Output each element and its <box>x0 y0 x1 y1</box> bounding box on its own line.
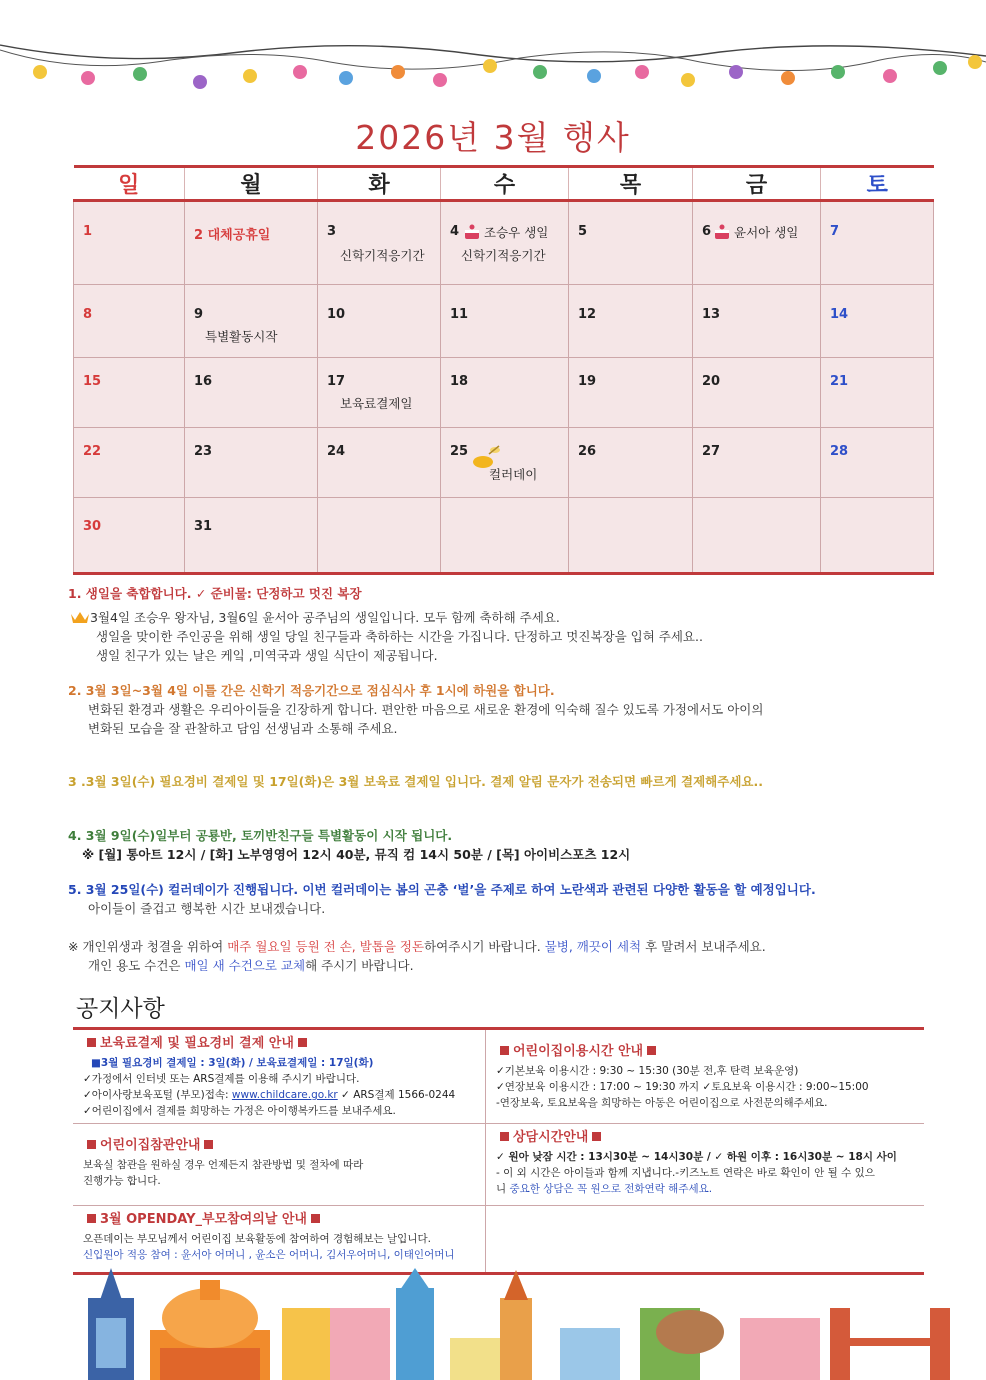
event-label: 컬러데이 <box>489 467 538 482</box>
day-number: 13 <box>702 307 721 322</box>
consult-info-box <box>486 1124 924 1206</box>
notice-2-heading: 2. 3월 3일~3월 4일 이틀 간은 신학기 적응기간으로 점심식사 후 1시에 하원을 합니다. <box>68 683 555 698</box>
day-cell <box>185 285 318 358</box>
notice-1-line: 생일 친구가 있는 날은 케잌 ,미역국과 생일 식단이 제공됩니다. <box>96 648 438 663</box>
day-cell <box>569 358 693 428</box>
box-line <box>496 1181 914 1197</box>
weekday-tue: 화 <box>318 167 441 201</box>
note-highlight: 물병, 깨끗이 세척 <box>544 939 642 954</box>
notice-2-line: 변화된 모습을 잘 관찰하고 담임 선생님과 소통해 주세요. <box>88 721 398 736</box>
note-text: ※ 개인위생과 청결을 위하여 <box>68 939 228 954</box>
notice-4-line: ※ [월] 통아트 12시 / [화] 노부영영어 12시 40분, 뮤직 컴 14시 50분 / [목] 아이비스포츠 12시 <box>82 847 631 862</box>
day-cell <box>185 358 318 428</box>
day-number: 5 <box>578 224 588 239</box>
day-cell <box>74 358 185 428</box>
cake-icon <box>713 224 731 240</box>
notice-1-heading: 1. 생일을 축합합니다. ✓ 준비물: 단정하고 멋진 복장 <box>68 586 362 601</box>
day-cell <box>318 358 441 428</box>
notice-1-text: 3월4일 조승우 왕자님, 3월6일 윤서아 공주님의 생일입니다. 모두 함께 축하해 주세요. <box>90 610 560 625</box>
day-cell <box>74 428 185 498</box>
day-number: 8 <box>83 307 93 322</box>
day-cell <box>318 498 441 574</box>
day-number: 24 <box>327 444 346 459</box>
day-number: 27 <box>702 444 721 459</box>
event-label: 보육료결제일 <box>340 396 413 411</box>
box-line <box>83 1087 475 1103</box>
box-line: ✓기본보육 이용시간 : 9:30 ~ 15:30 (30분 전,후 탄력 보육운영) <box>496 1065 799 1077</box>
day-cell <box>693 285 821 358</box>
day-number: 12 <box>578 307 597 322</box>
weekday-sat: 토 <box>821 167 934 201</box>
day-number: 28 <box>830 444 849 459</box>
day-cell <box>441 498 569 574</box>
box-heading <box>83 1036 475 1052</box>
box-line: - 이 외 시간은 아이들과 함께 지냅니다.-키즈노트 연락은 바로 확인이 안 될 수 있으 <box>496 1167 875 1179</box>
box-line: ✓연장보육 이용시간 : 17:00 ~ 19:30 까지 ✓토요보육 이용시간 : 9:00~15:00 <box>496 1081 869 1093</box>
box-heading <box>83 1138 475 1154</box>
box-heading-text: 어린이집참관안내 <box>100 1138 201 1153</box>
string-lights-decoration <box>0 0 986 110</box>
day-number: 9 <box>194 307 204 322</box>
payment-info-box <box>73 1030 486 1124</box>
day-number: 6 <box>702 224 712 239</box>
hygiene-note <box>88 956 414 975</box>
notice-5-line: 아이들이 즐겁고 행복한 시간 보내겠습니다. <box>88 901 326 916</box>
childcare-link[interactable]: www.childcare.go.kr <box>231 1089 338 1101</box>
box-line: 보육실 참관을 원하실 경우 언제든지 참관방법 및 절차에 따라 <box>83 1159 364 1171</box>
day-number: 23 <box>194 444 213 459</box>
note-highlight: 매주 월요일 등원 전 손, 발톱을 정돈 <box>227 939 425 954</box>
notice-board <box>73 1027 924 1275</box>
day-cell <box>821 285 934 358</box>
day-cell <box>569 498 693 574</box>
box-text: 니 <box>496 1183 510 1195</box>
weekday-thu: 목 <box>569 167 693 201</box>
box-heading-text: 어린이집이용시간 안내 <box>513 1044 644 1059</box>
box-line: ✓ 원아 낮잠 시간 : 13시30분 ~ 14시30분 / ✓ 하원 이후 : 16시30분 ~ 18시 사이 <box>496 1151 897 1163</box>
day-number: 25 <box>450 444 469 459</box>
event-label: 신학기적응기간 <box>340 248 425 263</box>
event-birthday <box>463 223 548 241</box>
day-cell <box>821 428 934 498</box>
day-number: 17 <box>327 374 346 389</box>
day-number: 3 <box>327 224 337 239</box>
day-cell <box>318 201 441 285</box>
weekday-mon: 월 <box>185 167 318 201</box>
day-cell <box>693 428 821 498</box>
box-heading-text: 3월 OPENDAY_부모참여의날 안내 <box>100 1212 307 1227</box>
day-number: 7 <box>830 224 840 239</box>
hours-info-box <box>486 1030 924 1124</box>
day-cell <box>569 428 693 498</box>
event-calendar <box>73 165 934 575</box>
day-number: 30 <box>83 519 102 534</box>
day-number: 22 <box>83 444 102 459</box>
day-number: 26 <box>578 444 597 459</box>
day-cell <box>185 498 318 574</box>
weekday-sun: 일 <box>74 167 185 201</box>
box-heading-text: 상담시간안내 <box>513 1130 589 1145</box>
day-cell <box>569 285 693 358</box>
weekday-fri: 금 <box>693 167 821 201</box>
day-number: 16 <box>194 374 213 389</box>
notice-5-heading: 5. 3월 25일(수) 컬러데이가 진행됩니다. 이번 컬러데이는 봄의 곤충 ‘벌’을 주제로 하여 노란색과 관련된 다양한 활동을 할 예정입니다. <box>68 882 816 897</box>
day-number: 19 <box>578 374 597 389</box>
box-line: ✓가정에서 인터넷 또는 ARS결제를 이용해 주시기 바랍니다. <box>83 1073 360 1085</box>
day-number: 10 <box>327 307 346 322</box>
day-number: 4 <box>450 224 460 239</box>
day-number-holiday: 2 대체공휴일 <box>194 228 271 243</box>
box-heading <box>83 1212 475 1228</box>
day-cell <box>441 285 569 358</box>
day-cell <box>74 498 185 574</box>
day-cell <box>74 285 185 358</box>
box-heading-text: 보육료결제 및 필요경비 결제 안내 <box>100 1036 294 1051</box>
event-label: 윤서아 생일 <box>734 225 799 240</box>
note-text: 해 주시기 바랍니다. <box>305 958 414 973</box>
visit-info-box <box>73 1124 486 1206</box>
notice-1-line <box>70 608 560 627</box>
box-line: 진행가능 합니다. <box>83 1175 161 1187</box>
box-line: 오픈데이는 부모님께서 어린이집 보육활동에 참여하여 경험해보는 날입니다. <box>83 1233 431 1245</box>
cake-icon <box>463 224 481 240</box>
notice-1-line: 생일을 맞이한 주인공을 위해 생일 당일 친구들과 축하하는 시간을 가집니다. 단정하고 멋진복장을 입혀 주세요.. <box>96 629 703 644</box>
hygiene-note <box>68 937 766 956</box>
day-cell <box>185 201 318 285</box>
day-number: 15 <box>83 374 102 389</box>
day-cell <box>318 285 441 358</box>
event-label: 신학기적응기간 <box>461 248 546 263</box>
event-label: 특별활동시작 <box>205 329 278 344</box>
day-number: 1 <box>83 224 93 239</box>
day-number: 31 <box>194 519 213 534</box>
crown-icon <box>70 610 90 624</box>
notice-2-line: 변화된 환경과 생활은 우리아이들을 긴장하게 합니다. 편안한 마음으로 새로운 환경에 익숙해 질수 있도록 가정에서도 아이의 <box>88 702 764 717</box>
note-highlight: 매일 새 수건으로 교체 <box>184 958 306 973</box>
note-text: 개인 용도 수건은 <box>88 958 185 973</box>
day-number: 21 <box>830 374 849 389</box>
event-label: 조승우 생일 <box>484 225 549 240</box>
day-cell <box>74 201 185 285</box>
event-birthday <box>713 223 798 241</box>
city-skyline-decoration <box>0 1268 986 1380</box>
box-heading <box>496 1130 914 1146</box>
openday-info-box <box>73 1206 486 1272</box>
notice-3-heading: 3 .3월 3일(수) 필요경비 결제일 및 17일(화)은 3월 보육료 결제일 입니다. 결제 알림 문자가 전송되면 빠르게 결제해주세요.. <box>68 774 763 789</box>
weekday-wed: 수 <box>441 167 569 201</box>
box-highlight: 중요한 상담은 꼭 원으로 전화연락 해주세요. <box>509 1183 713 1195</box>
box-text: ✓아이사랑보육포털 (부모)접속: <box>83 1089 232 1101</box>
notice-board-title: 공지사항 <box>76 996 165 1022</box>
note-text: 하여주시기 바랍니다. <box>424 939 545 954</box>
box-heading <box>496 1044 914 1060</box>
day-number: 14 <box>830 307 849 322</box>
day-cell <box>693 358 821 428</box>
page-title: 2026년 3월 행사 <box>355 118 631 157</box>
day-cell <box>185 428 318 498</box>
day-cell <box>441 358 569 428</box>
box-line: -연장보육, 토요보육을 희망하는 아동은 어린이집으로 사전문의해주세요. <box>496 1097 828 1109</box>
box-line: ✓어린이집에서 결제를 희망하는 가정은 아이행복카드를 보내주세요. <box>83 1105 396 1117</box>
box-text: ✓ ARS결제 1566-0244 <box>337 1089 456 1101</box>
box-line: ■3월 필요경비 결제일 : 3일(화) / 보육료결제일 : 17일(화) <box>91 1057 374 1069</box>
note-text: 후 말려서 보내주세요. <box>641 939 766 954</box>
day-cell <box>318 428 441 498</box>
notice-4-heading: 4. 3월 9일(수)일부터 공룡반, 토끼반친구들 특별활동이 시작 됩니다. <box>68 828 453 843</box>
day-cell <box>441 428 569 498</box>
day-cell <box>441 201 569 285</box>
day-cell <box>569 201 693 285</box>
day-number: 18 <box>450 374 469 389</box>
day-cell <box>821 201 934 285</box>
day-cell <box>821 498 934 574</box>
day-number: 20 <box>702 374 721 389</box>
box-line: 신입원아 적응 참여 : 윤서아 어머니 , 윤소은 어머니, 김서우어머니, 이태인어머니 <box>83 1249 455 1261</box>
day-cell <box>821 358 934 428</box>
day-cell <box>693 498 821 574</box>
day-cell <box>693 201 821 285</box>
day-number: 11 <box>450 307 469 322</box>
